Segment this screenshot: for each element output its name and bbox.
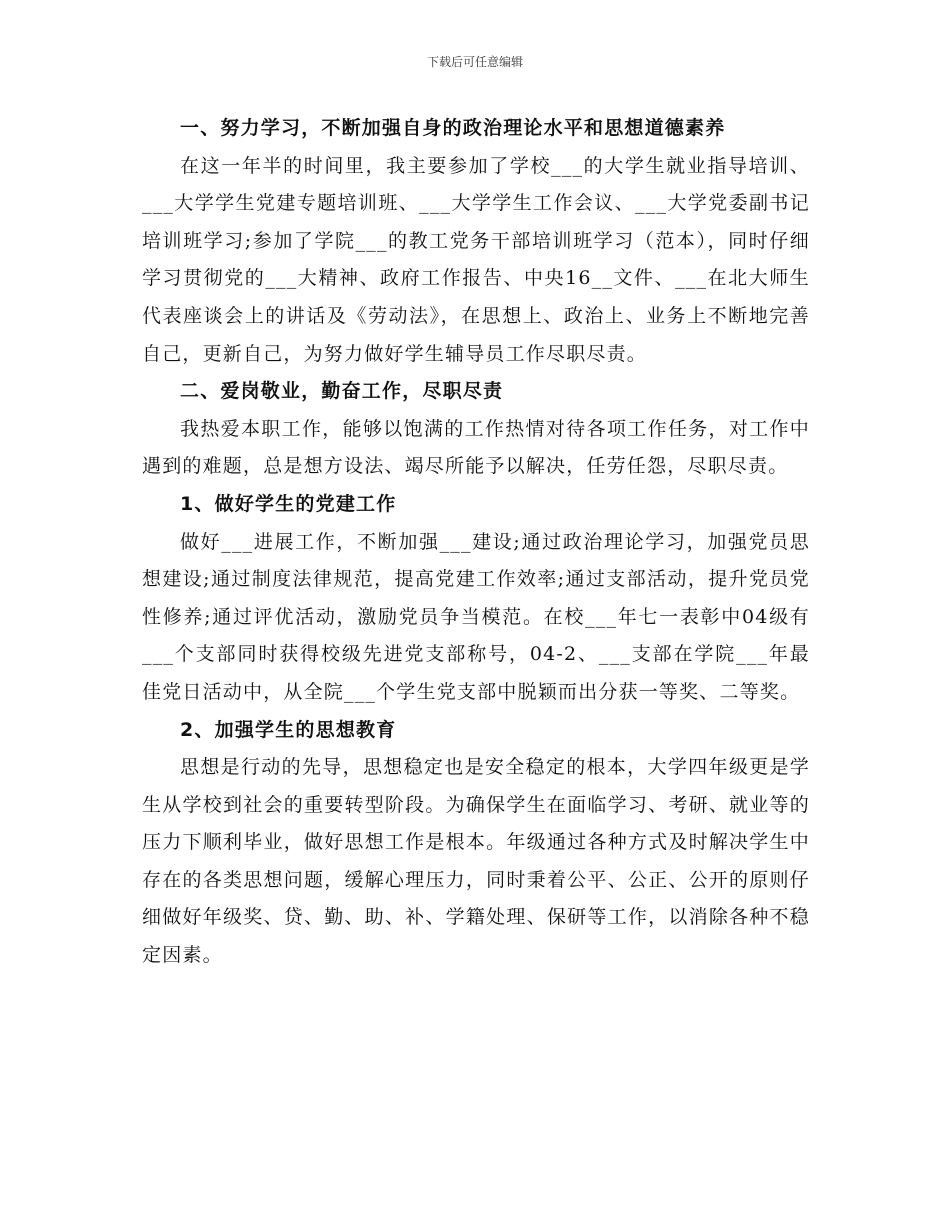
section-paragraph-3: 做好___进展工作，不断加强___建设;通过政治理论学习，加强党员思想建设;通过制度法律规范，提高党建工作效率;通过支部活动，提升党员党性修养;通过评优活动，激励党员争当模范。在校___年七一表彰中04级有___个支部同时获得校级先进党支部称号，04-2、___支部在学院___年最佳党日活动中，从全院___个学生党支部中脱颖而出分获一等奖、二等奖。 — [142, 530, 810, 703]
section-paragraph-2: 我热爱本职工作，能够以饱满的工作热情对待各项工作任务，对工作中遇到的难题，总是想方设法、竭尽所能予以解决，任劳任怨，尽职尽责。 — [142, 417, 810, 478]
document-body — [142, 110, 810, 975]
section-paragraph-4: 思想是行动的先导，思想稳定也是安全稳定的根本，大学四年级更是学生从学校到社会的重要转型阶段。为确保学生在面临学习、考研、就业等的压力下顺利毕业，做好思想工作是根本。年级通过各种方式及时解决学生中存在的各类思想问题，缓解心理压力，同时秉着公平、公正、公开的原则仔细做好年级奖、贷、勤、助、补、学籍处理、保研等工作，以消除各种不稳定因素。 — [142, 756, 810, 967]
section-paragraph-1: 在这一年半的时间里，我主要参加了学校___的大学生就业指导培训、___大学学生党建专题培训班、___大学学生工作会议、___大学党委副书记培训班学习;参加了学院___的教工党务干部培训班学习（范本），同时仔细学习贯彻党的___大精神、政府工作报告、中央16__文件、___在北大师生代表座谈会上的讲话及《劳动法》，在思想上、政治上、业务上不断地完善自己，更新自己，为努力做好学生辅导员工作尽职尽责。 — [142, 154, 810, 365]
page-header: 下载后可任意编辑 — [426, 55, 523, 69]
section-heading-3: 1、做好学生的党建工作 — [180, 492, 397, 515]
section-heading-1: 一、努力学习，不断加强自身的政治理论水平和思想道德素养 — [180, 117, 726, 139]
section-heading-2: 二、爱岗敬业，勤奋工作，尽职尽责 — [180, 380, 504, 403]
section-heading-4: 2、加强学生的思想教育 — [180, 718, 397, 741]
